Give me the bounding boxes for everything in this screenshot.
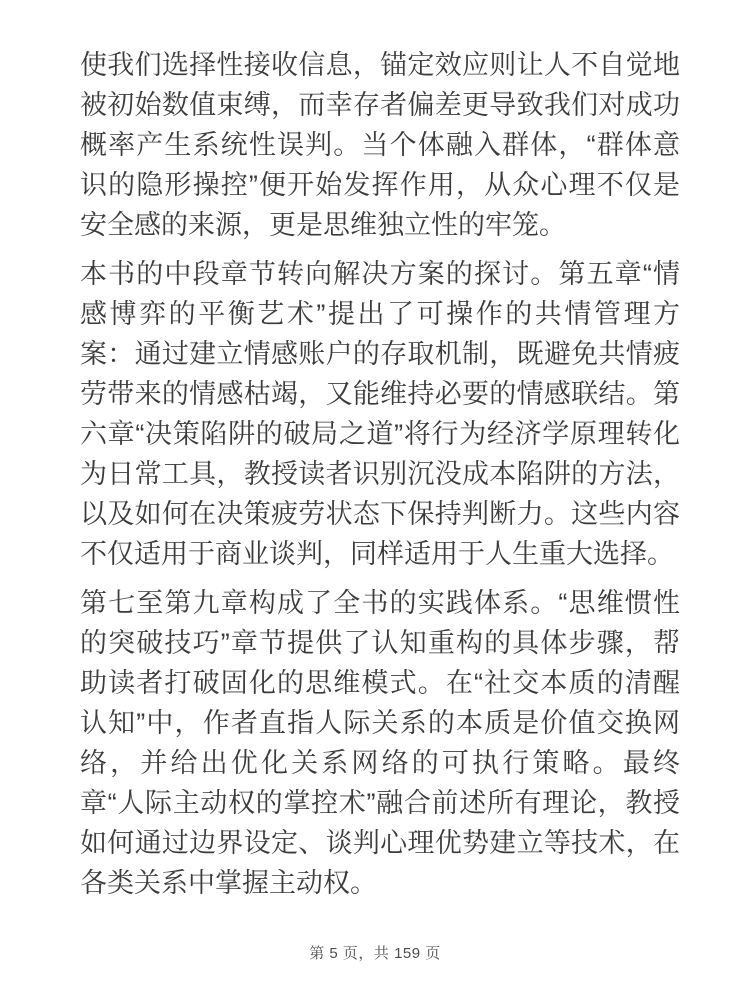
document-body — [80, 45, 680, 912]
paragraph: 本书的中段章节转向解决方案的探讨。第五章“情感博弈的平衡艺术”提出了可操作的共情管理方案：通过建立情感账户的存取机制，既避免共情疲劳带来的情感枯竭，又能维持必要的情感联结。第六章“决策陷阱的破局之道”将行为经济学原理转化为日常工具，教授读者识别沉没成本陷阱的方法，以及如何在决策疲劳状态下保持判断力。这些内容不仅适用于商业谈判，同样适用于人生重大选择。 — [80, 259, 680, 569]
paragraph: 使我们选择性接收信息，锚定效应则让人不自觉地被初始数值束缚，而幸存者偏差更导致我们对成功概率产生系统性误判。当个体融入群体，“群体意识的隐形操控”便开始发挥作用，从众心理不仅是安全感的来源，更是思维独立性的牢笼。 — [80, 50, 680, 240]
paragraph: 第七至第九章构成了全书的实践体系。“思维惯性的突破技巧”章节提供了认知重构的具体步骤，帮助读者打破固化的思维模式。在“社交本质的清醒认知”中，作者直指人际关系的本质是价值交换网络，并给出优化关系网络的可执行策略。最终章“人际主动权的掌控术”融合前述所有理论，教授如何通过边界设定、谈判心理优势建立等技术，在各类关系中掌握主动权。 — [80, 588, 680, 898]
page-number-footer: 第 5 页，共 159 页 — [309, 945, 441, 962]
